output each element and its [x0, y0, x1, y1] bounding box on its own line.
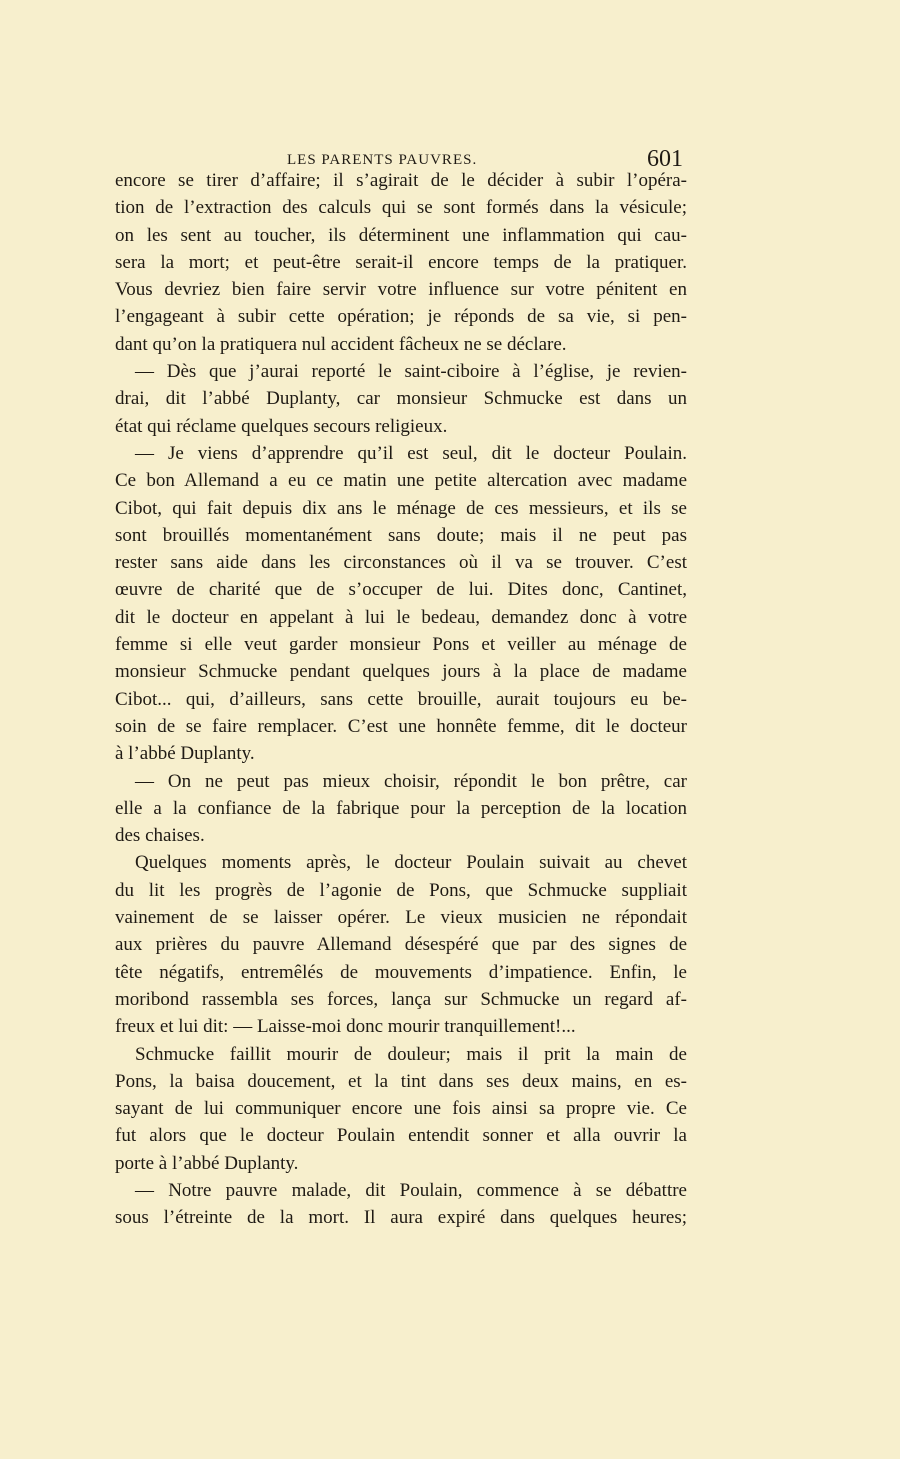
text-line: Quelques moments après, le docteur Poulain suivait au chevet: [135, 852, 687, 874]
text-line: Cibot, qui fait depuis dix ans le ménage de ces messieurs, et ils se: [115, 497, 687, 519]
text-line: moribond rassembla ses forces, lança sur Schmucke un regard af-: [115, 988, 687, 1010]
text-line: femme si elle veut garder monsieur Pons et veiller au ménage de: [115, 634, 687, 656]
text-line: — On ne peut pas mieux choisir, répondit le bon prêtre, car: [135, 770, 687, 792]
text-line: sous l’étreinte de la mort. Il aura expiré dans quelques heures;: [115, 1207, 687, 1229]
text-line: Vous devriez bien faire servir votre influence sur votre pénitent en: [115, 279, 687, 301]
paragraph: [115, 167, 687, 358]
text-line: fut alors que le docteur Poulain entendit sonner et alla ouvrir la: [115, 1125, 687, 1147]
text-line: rester sans aide dans les circonstances où il va se trouver. C’est: [115, 552, 687, 574]
text-line: vainement de se laisser opérer. Le vieux musicien ne répondait: [115, 907, 687, 929]
paragraph: [115, 358, 687, 440]
text-line: monsieur Schmucke pendant quelques jours à la place de madame: [115, 661, 687, 683]
text-line: Cibot... qui, d’ailleurs, sans cette brouille, aurait toujours eu be-: [115, 688, 687, 710]
text-line: dant qu’on la pratiquera nul accident fâcheux ne se déclare.: [115, 333, 567, 355]
text-line: Ce bon Allemand a eu ce matin une petite altercation avec madame: [115, 470, 687, 492]
text-line: à l’abbé Duplanty.: [115, 743, 255, 765]
text-line: Schmucke faillit mourir de douleur; mais il prit la main de: [135, 1043, 687, 1065]
text-line: encore se tirer d’affaire; il s’agirait de le décider à subir l’opéra-: [115, 170, 687, 191]
text-line: état qui réclame quelques secours religieux.: [115, 415, 448, 437]
text-line: — Dès que j’aurai reporté le saint-ciboire à l’église, je revien-: [135, 361, 687, 383]
text-line: sayant de lui communiquer encore une fois ainsi sa propre vie. Ce: [115, 1098, 687, 1120]
page-number: 601: [647, 146, 683, 172]
paragraph: [115, 1041, 687, 1177]
text-line: aux prières du pauvre Allemand désespéré que par des signes de: [115, 934, 687, 956]
text-line: tion de l’extraction des calculs qui se sont formés dans la vésicule;: [115, 197, 687, 219]
text-line: l’engageant à subir cette opération; je réponds de sa vie, si pen-: [115, 306, 687, 328]
paragraph: [115, 1177, 687, 1232]
text-line: tête négatifs, entremêlés de mouvements d’impatience. Enfin, le: [115, 961, 687, 983]
text-line: sont brouillés momentanément sans doute; mais il ne peut pas: [115, 524, 687, 546]
text-line: du lit les progrès de l’agonie de Pons, que Schmucke suppliait: [115, 879, 687, 901]
text-line: on les sent au toucher, ils déterminent une inflammation qui cau-: [115, 224, 687, 246]
text-line: drai, dit l’abbé Duplanty, car monsieur Schmucke est dans un: [115, 388, 687, 410]
text-line: — Notre pauvre malade, dit Poulain, commence à se débattre: [135, 1179, 687, 1201]
text-line: soin de se faire remplacer. C’est une honnête femme, dit le docteur: [115, 715, 687, 737]
text-line: Pons, la baisa doucement, et la tint dans ses deux mains, en es-: [115, 1070, 687, 1092]
text-line: — Je viens d’apprendre qu’il est seul, dit le docteur Poulain.: [135, 442, 687, 464]
text-line: elle a la confiance de la fabrique pour la perception de la location: [115, 797, 687, 819]
paragraph: [115, 440, 687, 768]
text-line: dit le docteur en appelant à lui le bedeau, demandez donc à votre: [115, 606, 687, 628]
paragraph: [115, 768, 687, 850]
text-line: œuvre de charité que de s’occuper de lui. Dites donc, Cantinet,: [115, 579, 687, 601]
body-text: [115, 167, 687, 1232]
text-line: porte à l’abbé Duplanty.: [115, 1152, 299, 1174]
text-line: des chaises.: [115, 825, 205, 847]
text-line: sera la mort; et peut-être serait-il encore temps de la pratiquer.: [115, 251, 687, 273]
text-line: freux et lui dit: — Laisse-moi donc mourir tranquillement!...: [115, 1016, 576, 1038]
paragraph: [115, 849, 687, 1040]
running-title: LES PARENTS PAUVRES.: [287, 152, 478, 168]
